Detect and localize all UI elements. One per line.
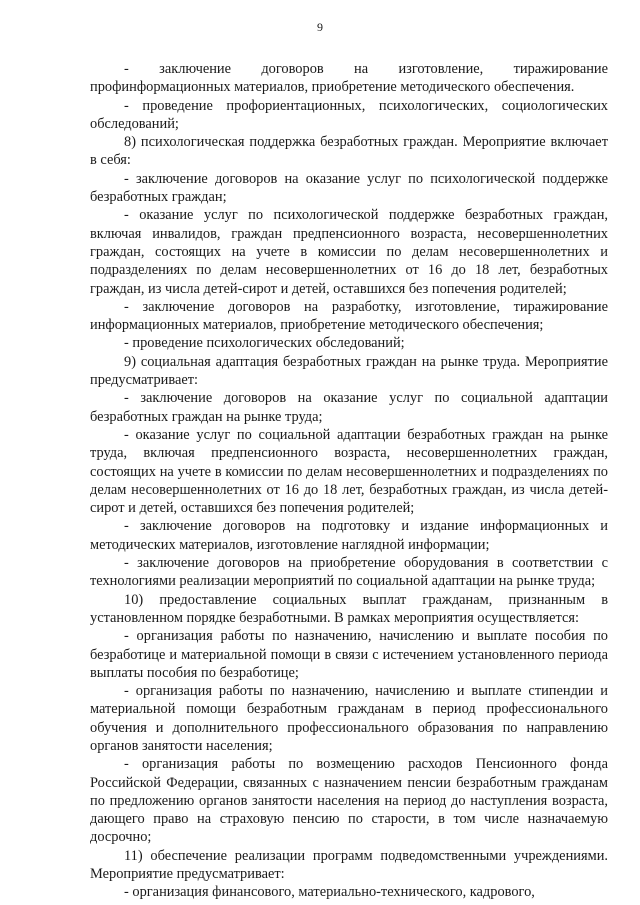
paragraph: - заключение договоров на подготовку и издание информационных и методических материалов, изготовление наглядной информации; [90, 518, 608, 553]
paragraph: 10) предоставление социальных выплат гражданам, признанным в установленном порядке безработными. В рамках мероприятия осуществляется: [90, 591, 608, 626]
paragraph: 9) социальная адаптация безработных граждан на рынке труда. Мероприятие предусматривает: [90, 353, 608, 389]
paragraph: - заключение договоров на разработку, изготовление, тиражирование информационных материалов, приобретение методического обеспечения; [90, 298, 608, 334]
paragraph: 11) обеспечение реализации программ подведомственными учреждениями. Мероприятие предусматривает: [90, 847, 608, 883]
paragraph: - оказание услуг по социальной адаптации безработных граждан на рынке труда, включая предпенсионного возраста, несовершеннолетних граждан, состоящих на учете в комиссии по делам несовершеннолетних и подразделениях по делам несовершеннолетних от 16 до 18 лет, безработных граждан, из числа детей-сирот и детей, оставшихся без попечения родителей; [90, 426, 608, 517]
body-text [90, 60, 608, 902]
paragraph: - заключение договоров на оказание услуг по социальной адаптации безработных граждан на рынке труда; [90, 390, 608, 425]
paragraph: - организация работы по назначению, начислению и выплате пособия по безработице и материальной помощи в связи с истечением установленного периода выплаты пособия по безработице; [90, 628, 608, 681]
paragraph: 8) психологическая поддержка безработных граждан. Мероприятие включает в себя: [90, 134, 608, 169]
paragraph: - заключение договоров на оказание услуг по психологической поддержке безработных граждан; [90, 170, 608, 206]
paragraph: - проведение психологических обследований; [124, 335, 405, 352]
paragraph: - организация работы по возмещению расходов Пенсионного фонда Российской Федерации, связанных с назначением пенсии безработным гражданам по предложению органов занятости населения на период до наступления возраста, дающего право на страховую пенсию по старости, в том числе назначаемую досрочно; [90, 756, 608, 846]
list-dash: - [124, 61, 160, 77]
paragraph: - заключение договоров на приобретение оборудования в соответствии с технологиями реализации мероприятий по социальной адаптации на рынке труда; [90, 555, 608, 590]
page-number: 9 [317, 20, 323, 34]
paragraph: - проведение профориентационных, психологических, социологических обследований; [90, 97, 608, 132]
paragraph: - заключение договоров на изготовление, тиражирование профинформационных материалов, приобретение методического обеспечения. [90, 61, 608, 96]
paragraph: - организация финансового, материально-технического, кадрового, [124, 884, 535, 901]
paragraph: - оказание услуг по психологической поддержке безработных граждан, включая инвалидов, граждан предпенсионного возраста, несовершеннолетних граждан, состоящих на учете в комиссии по делам несовершеннолетних и подразделениях по делам несовершеннолетних от 16 до 18 лет, безработных граждан, из числа детей-сирот и детей, оставшихся без попечения родителей; [90, 207, 608, 297]
paragraph: - организация работы по назначению, начислению и выплате стипендии и материальной помощи безработным гражданам в период профессионального обучения и дополнительного профессионального образования по направлению органов занятости населения; [90, 683, 608, 754]
